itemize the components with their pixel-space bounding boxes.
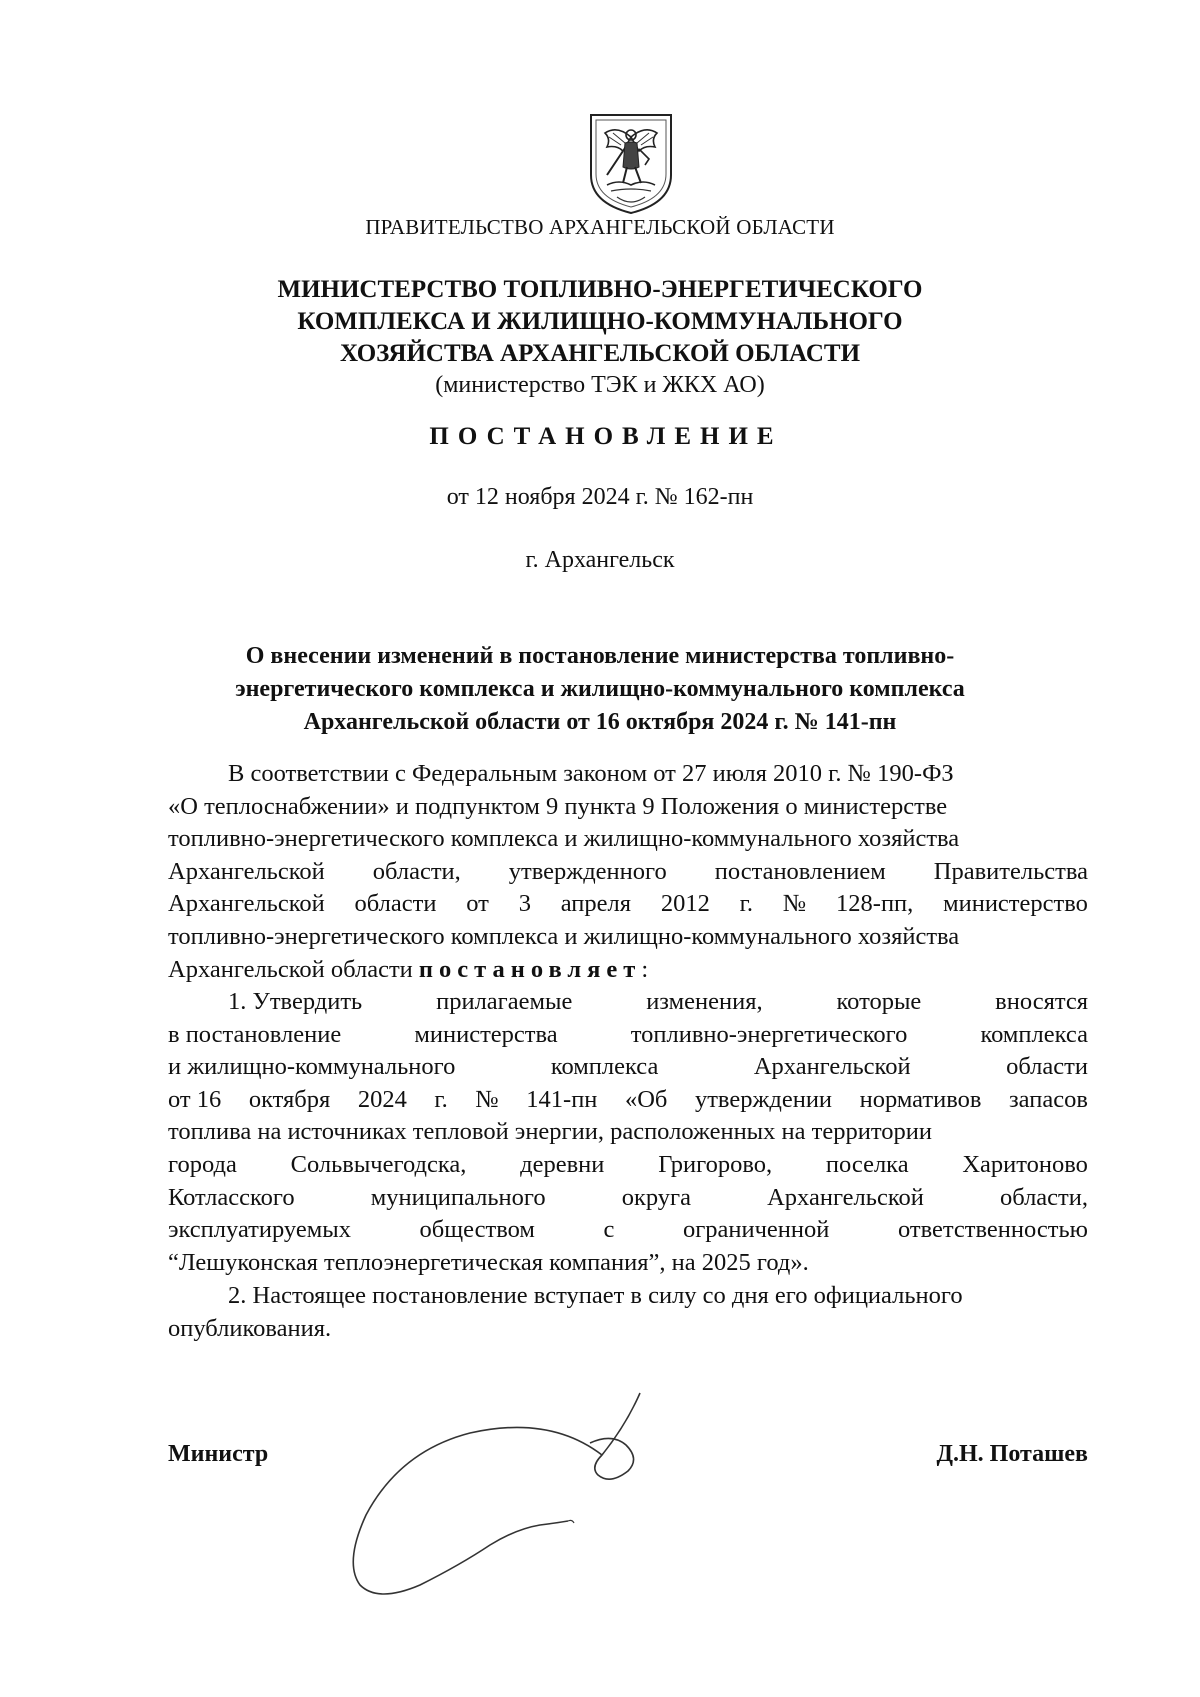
word: Котласского <box>168 1183 295 1211</box>
word: Архангельской <box>753 1053 911 1081</box>
ministry-name <box>0 274 1200 370</box>
line-text: опубликования. <box>168 1314 332 1342</box>
word: топливно-энергетического комплекса и жилищно-коммунального хозяйства <box>168 922 960 950</box>
word: 2012 <box>660 890 710 918</box>
word: комплекса <box>980 1020 1088 1048</box>
paragraph-line <box>168 1247 1088 1280</box>
paragraph-line <box>168 921 1088 954</box>
word: от <box>466 890 489 918</box>
word: г. <box>434 1085 448 1113</box>
word: министерства <box>414 1020 558 1048</box>
word: области <box>354 890 437 918</box>
decree-subject <box>0 640 1200 739</box>
coat-of-arms-icon <box>587 111 675 217</box>
word: «О теплоснабжении» и подпунктом 9 пункта 9 Положения о министерстве <box>168 792 948 820</box>
word: утверждении <box>694 1085 833 1113</box>
word: города <box>168 1150 237 1178</box>
ministry-name-line: МИНИСТЕРСТВО ТОПЛИВНО-ЭНЕРГЕТИЧЕСКОГО <box>277 276 923 303</box>
word: ограниченной <box>682 1216 830 1244</box>
word: Архангельской <box>767 1183 924 1211</box>
word: прилагаемые <box>436 988 573 1015</box>
word: № <box>782 890 807 918</box>
paragraph-line <box>168 1313 1088 1346</box>
word: изменения, <box>646 988 763 1015</box>
paragraph-line <box>168 856 1088 889</box>
paragraph-line <box>168 1182 1088 1215</box>
decree-verb: постановляет <box>418 955 642 983</box>
paragraph-line <box>168 1084 1088 1117</box>
word: деревни <box>520 1150 605 1178</box>
handwritten-signature <box>340 1385 680 1605</box>
ministry-name-line: КОМПЛЕКСА И ЖИЛИЩНО-КОММУНАЛЬНОГО <box>297 308 903 335</box>
government-name: ПРАВИТЕЛЬСТВО АРХАНГЕЛЬСКОЙ ОБЛАСТИ <box>365 215 835 239</box>
word: октября <box>248 1085 331 1113</box>
word: ответственностью <box>897 1216 1088 1244</box>
paragraph-line <box>168 758 1088 791</box>
paragraph-line <box>168 1019 1088 1052</box>
ministry-name-line: ХОЗЯЙСТВА АРХАНГЕЛЬСКОЙ ОБЛАСТИ <box>339 340 861 367</box>
word: которые <box>836 988 922 1015</box>
word: утвержденного <box>508 857 667 885</box>
word: апреля <box>560 890 632 918</box>
word: вносятся <box>995 988 1088 1015</box>
line-text: “Лешуконская теплоэнергетическая компания”, на 2025 год». <box>168 1248 809 1276</box>
word: муниципального <box>370 1183 546 1211</box>
word: области, <box>999 1183 1088 1211</box>
word: В соответствии с Федеральным законом от 27 июля 2010 г. № 190-ФЗ <box>228 760 954 787</box>
word: постановлением <box>714 857 886 885</box>
word: области <box>1006 1053 1088 1081</box>
item-1-paragraph <box>168 986 1088 1279</box>
line-text: Архангельской области <box>168 955 419 983</box>
word: г. <box>739 890 754 918</box>
line-text: : <box>641 955 649 983</box>
paragraph-line <box>168 1280 1088 1313</box>
word: Сольвычегодска, <box>290 1150 467 1178</box>
signatory-name: Д.Н. Поташев <box>936 1441 1088 1467</box>
word: № <box>475 1085 499 1113</box>
word: Правительства <box>933 857 1088 885</box>
word: округа <box>621 1183 691 1211</box>
word: Харитоново <box>962 1150 1088 1178</box>
line-text: 2. Настоящее постановление вступает в силу со дня его официального <box>228 1282 963 1309</box>
word: 2024 <box>357 1085 407 1113</box>
word: в постановление <box>168 1020 342 1048</box>
word: нормативов <box>859 1085 982 1113</box>
word: и жилищно-коммунального <box>168 1053 456 1081</box>
word: Григорово, <box>658 1150 773 1178</box>
paragraph-line <box>168 986 1088 1019</box>
word: области, <box>372 857 461 885</box>
ministry-abbreviation: (министерство ТЭК и ЖКХ АО) <box>435 372 765 398</box>
preamble-paragraph <box>168 758 1088 986</box>
word: 3 <box>518 890 531 918</box>
decree-city: г. Архангельск <box>525 547 675 573</box>
word: запасов <box>1009 1085 1088 1113</box>
word: обществом <box>419 1216 535 1244</box>
word: от 16 <box>168 1085 222 1113</box>
word: комплекса <box>550 1053 659 1081</box>
document-type: ПОСТАНОВЛЕНИЕ <box>429 423 783 450</box>
word: 141-пн <box>526 1085 598 1113</box>
word: 128-пп, <box>836 890 914 918</box>
word: 1. Утвердить <box>228 988 363 1015</box>
decree-date-number: от 12 ноября 2024 г. № 162-пн <box>446 484 754 510</box>
word: с <box>603 1216 615 1244</box>
word: топлива на источниках тепловой энергии, расположенных на территории <box>168 1118 932 1146</box>
word: «Об <box>624 1085 668 1113</box>
paragraph-line <box>168 823 1088 856</box>
word: Архангельской <box>168 857 325 885</box>
word: топливно-энергетического <box>630 1020 908 1048</box>
paragraph-line <box>168 1051 1088 1084</box>
item-2-paragraph <box>168 1280 1088 1345</box>
subject-line: Архангельской области от 16 октября 2024 г. № 141-пн <box>303 709 897 735</box>
subject-line: О внесении изменений в постановление министерства топливно- <box>245 643 955 669</box>
subject-line: энергетического комплекса и жилищно-коммунального комплекса <box>235 676 965 702</box>
word: Архангельской <box>168 890 325 918</box>
word: эксплуатируемых <box>168 1216 351 1244</box>
word: министерство <box>943 890 1088 918</box>
paragraph-line <box>168 954 1088 987</box>
signatory-title: Министр <box>168 1441 269 1467</box>
word: топливно-энергетического комплекса и жилищно-коммунального хозяйства <box>168 825 960 853</box>
paragraph-line <box>168 1116 1088 1149</box>
paragraph-line <box>168 791 1088 824</box>
word: поселка <box>825 1150 909 1178</box>
paragraph-line <box>168 1149 1088 1182</box>
paragraph-line <box>168 888 1088 921</box>
paragraph-line <box>168 1214 1088 1247</box>
